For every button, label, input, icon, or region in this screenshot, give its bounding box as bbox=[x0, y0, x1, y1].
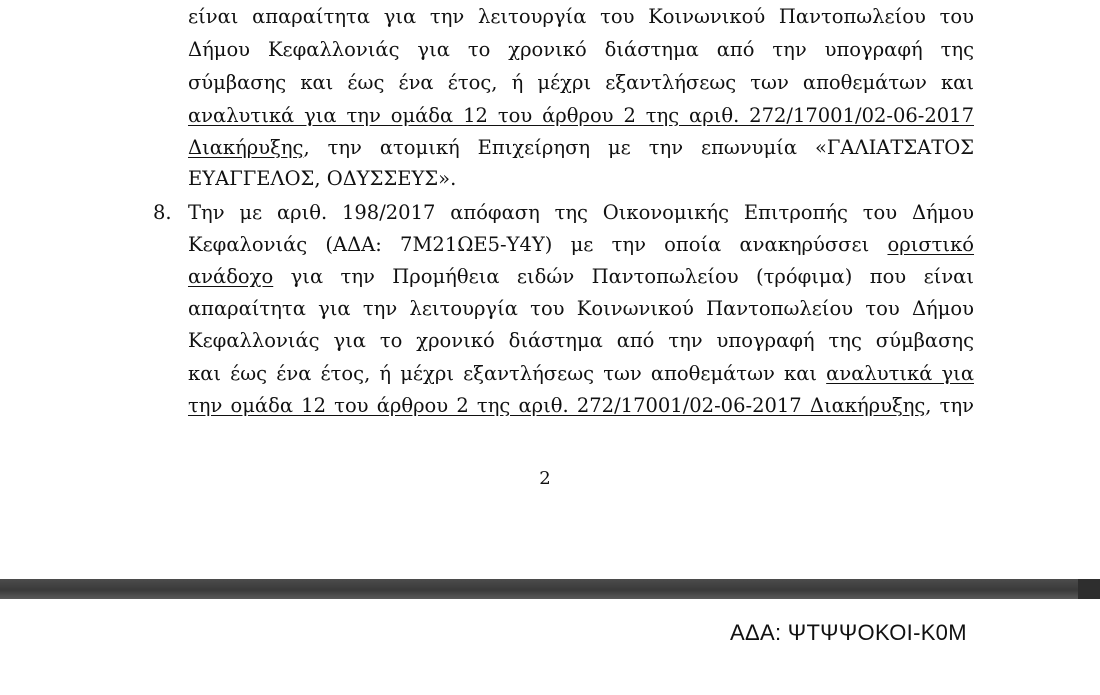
paragraph-line bbox=[188, 100, 974, 132]
underlined-reference: ανάδοχο bbox=[188, 265, 274, 288]
paragraph-line bbox=[188, 325, 974, 357]
paragraph-text: ΕΥΑΓΓΕΛΟΣ, ΟΔΥΣΣΕΥΣ». bbox=[188, 167, 457, 190]
underlined-reference: αναλυτικά για την ομάδα 12 του άρθρου 2 της αριθ. 272/17001/02-06-2017 bbox=[188, 104, 974, 127]
paragraph-text: και έως ένα έτος, ή μέχρι εξαντλήσεως των αποθεμάτων και bbox=[188, 362, 827, 385]
underlined-reference: Διακήρυξης bbox=[188, 136, 304, 159]
page-number: 2 bbox=[539, 468, 551, 489]
paragraph-line bbox=[188, 132, 974, 164]
paragraph-text: Την με αριθ. 198/2017 απόφαση της Οικονομικής Επιτροπής του Δήμου bbox=[188, 201, 974, 224]
paragraph-text: Κεφαλλονιάς για το χρονικό διάστημα από την υπογραφή της σύμβασης bbox=[188, 329, 974, 352]
paragraph-text: για την Προμήθεια ειδών Παντοπωλείου (τρόφιμα) που είναι bbox=[273, 265, 974, 288]
scrollbar-edge bbox=[1078, 579, 1100, 599]
underlined-reference: την ομάδα 12 του άρθρου 2 της αριθ. 272/17001/02-06-2017 Διακήρυξης bbox=[188, 394, 926, 417]
paragraph-text: Δήμου Κεφαλλονιάς για το χρονικό διάστημα από την υπογραφή της bbox=[188, 38, 974, 61]
paragraph-line bbox=[188, 34, 974, 66]
paragraph-line bbox=[188, 163, 974, 195]
paragraph-text: , την bbox=[925, 394, 974, 417]
paragraph-line bbox=[188, 390, 974, 422]
paragraph-text: απαραίτητα για την λειτουργία του Κοινωνικού Παντοπωλείου του Δήμου bbox=[188, 297, 974, 320]
paragraph-line bbox=[188, 293, 974, 325]
ada-label: ΑΔΑ: ΨΤΨΨΟΚΟΙ-Κ0Μ bbox=[730, 620, 967, 645]
paragraph-line bbox=[188, 261, 974, 293]
list-item-number: 8. bbox=[153, 201, 172, 224]
underlined-reference: οριστικό bbox=[887, 233, 975, 256]
paragraph-text: σύμβασης και έως ένα έτος, ή μέχρι εξαντλήσεως των αποθεμάτων και bbox=[188, 71, 974, 94]
paragraph-line bbox=[188, 358, 974, 390]
paragraph-line bbox=[188, 197, 974, 229]
paragraph-text: Κεφαλονιάς (ΑΔΑ: 7Μ21ΩΕ5-Υ4Υ) με την οποία ανακηρύσσει bbox=[188, 233, 888, 256]
paragraph-line bbox=[188, 1, 974, 33]
paragraph-text: είναι απαραίτητα για την λειτουργία του Κοινωνικού Παντοπωλείου του bbox=[188, 5, 974, 28]
page-separator-bar bbox=[0, 579, 1100, 599]
paragraph-line bbox=[188, 67, 974, 99]
paragraph-text: , την ατομική Επιχείρηση με την επωνυμία «ΓΑΛΙΑΤΣΑΤΟΣ bbox=[303, 136, 975, 159]
next-page-header bbox=[0, 599, 1100, 695]
paragraph-line bbox=[188, 229, 974, 261]
underlined-reference: αναλυτικά για bbox=[826, 362, 974, 385]
